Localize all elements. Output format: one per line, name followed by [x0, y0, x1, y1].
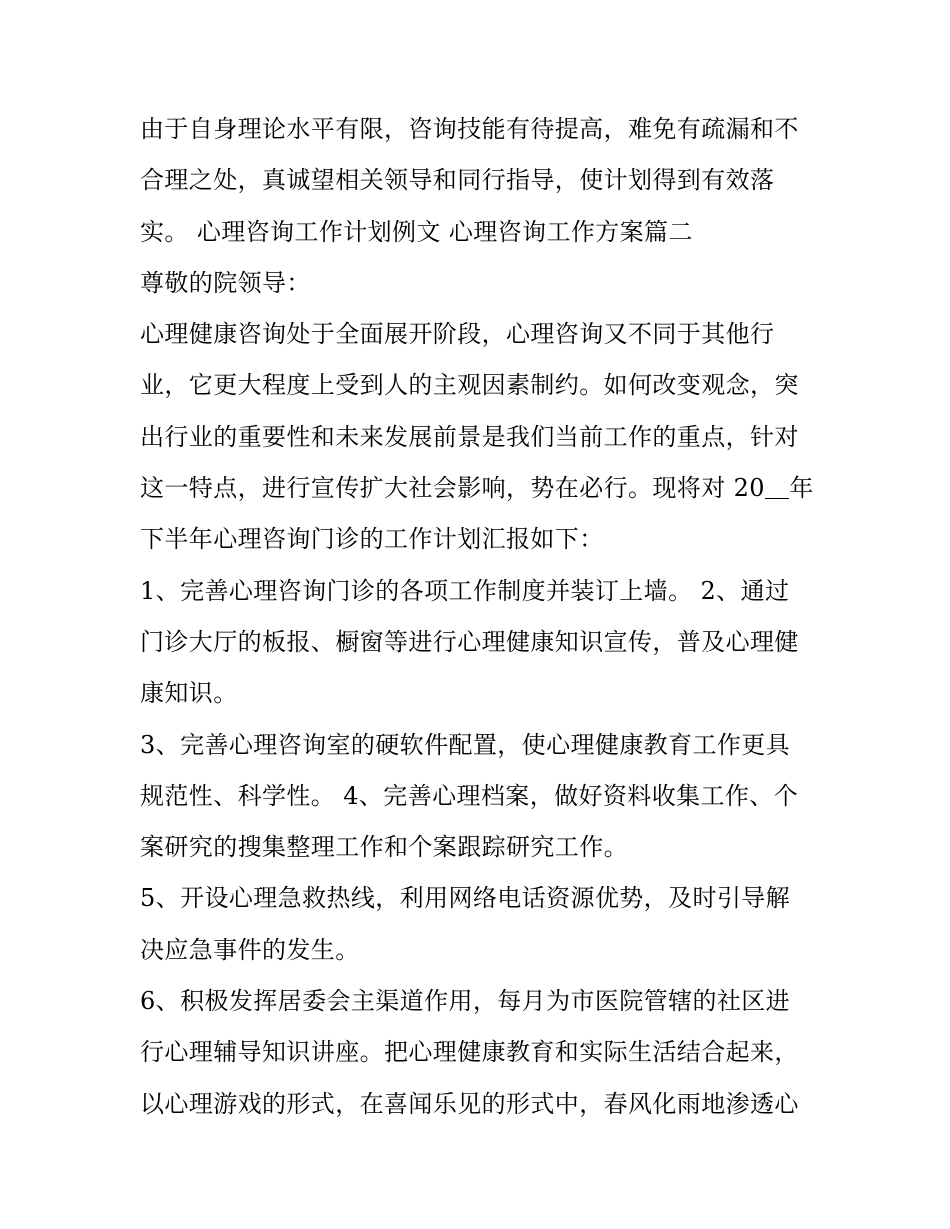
text-line: 由于自身理论水平有限，咨询技能有待提高，难免有疏漏和不 [140, 115, 799, 143]
list-item-line: 6、积极发挥居委会主渠道作用，每月为市医院管辖的社区进 [140, 987, 791, 1016]
text-line: 这一特点，进行宣传扩大社会影响，势在必行。现将对 20＿年 [140, 474, 814, 503]
list-item-line: 案研究的搜集整理工作和个案跟踪研究工作。 [140, 833, 628, 862]
salutation-line: 尊敬的院领导： [140, 268, 311, 297]
text-line: 合理之处，真诚望相关领导和同行指导，使计划得到有效落 [140, 166, 775, 195]
list-item-line: 5、开设心理急救热线，利用网络电话资源优势，及时引导解 [140, 884, 791, 913]
list-item-line: 3、完善心理咨询室的硬软件配置，使心理健康教育工作更具 [140, 730, 791, 759]
text-line: 业，它更大程度上受到人的主观因素制约。如何改变观念，突 [140, 371, 799, 400]
text-line: 出行业的重要性和未来发展前景是我们当前工作的重点，针对 [140, 422, 799, 451]
document-body [140, 108, 820, 1134]
list-item-line: 门诊大厅的板报、橱窗等进行心理健康知识宣传，普及心理健 [140, 627, 799, 656]
list-item-line: 1、完善心理咨询门诊的各项工作制度并装订上墙。 2、通过 [140, 576, 790, 605]
list-item-line: 以心理游戏的形式，在喜闻乐见的形式中，春风化雨地渗透心 [140, 1089, 799, 1118]
list-item-line: 规范性、科学性。 4、完善心理档案，做好资料收集工作、个 [140, 781, 799, 810]
list-item-line: 决应急事件的发生。 [140, 935, 360, 964]
list-item-line: 行心理辅导知识讲座。把心理健康教育和实际生活结合起来， [140, 1038, 799, 1067]
text-line: 下半年心理咨询门诊的工作计划汇报如下： [140, 525, 604, 554]
text-line: 实。 心理咨询工作计划例文 心理咨询工作方案篇二 [140, 217, 693, 246]
text-line: 心理健康咨询处于全面展开阶段，心理咨询又不同于其他行 [140, 320, 775, 349]
list-item-line: 康知识。 [140, 679, 238, 708]
